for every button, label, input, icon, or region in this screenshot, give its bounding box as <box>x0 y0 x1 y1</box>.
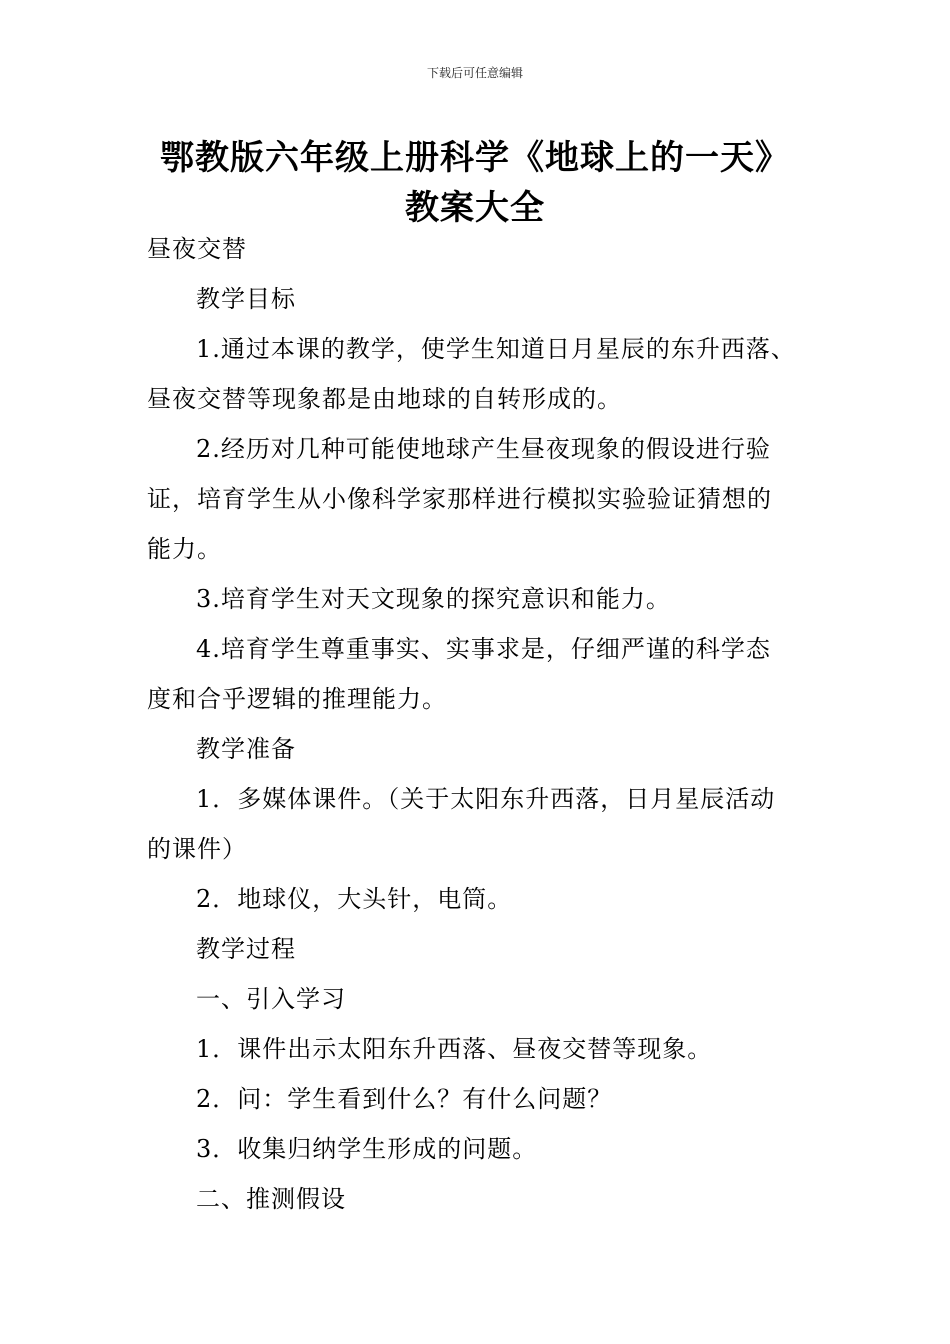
document-title-line1: 鄂教版六年级上册科学《地球上的一天》 <box>160 138 790 178</box>
paragraph-line: 一、引入学习 <box>196 985 346 1013</box>
paragraph-line: 2.经历对几种可能使地球产生昼夜现象的假设进行验 <box>196 435 771 463</box>
section-heading: 昼夜交替 <box>147 235 247 263</box>
paragraph-line: 2．地球仪，大头针，电筒。 <box>196 885 513 913</box>
paragraph-line: 度和合乎逻辑的推理能力。 <box>147 685 447 713</box>
paragraph-line: 的课件） <box>147 835 247 863</box>
page-header-note: 下载后可任意编辑 <box>426 66 523 80</box>
paragraph-line: 4.培育学生尊重事实、实事求是，仔细严谨的科学态 <box>196 635 771 663</box>
paragraph-line: 二、推测假设 <box>196 1185 346 1213</box>
paragraph-line: 昼夜交替等现象都是由地球的自转形成的。 <box>147 385 622 413</box>
subheading: 教学目标 <box>196 285 296 313</box>
subheading: 教学过程 <box>196 935 296 963</box>
paragraph-line: 能力。 <box>147 535 222 563</box>
paragraph-line: 1.通过本课的教学，使学生知道日月星辰的东升西落、 <box>196 335 796 363</box>
paragraph-line: 3.培育学生对天文现象的探究意识和能力。 <box>196 585 671 613</box>
paragraph-line: 1．多媒体课件。（关于太阳东升西落，日月星辰活动 <box>196 785 776 813</box>
paragraph-line: 3．收集归纳学生形成的问题。 <box>196 1135 538 1163</box>
paragraph-line: 证，培育学生从小像科学家那样进行模拟实验验证猜想的 <box>147 485 772 513</box>
paragraph-line: 2．问：学生看到什么？有什么问题？ <box>196 1085 613 1113</box>
document-title-line2: 教案大全 <box>405 188 545 228</box>
paragraph-line: 1．课件出示太阳东升西落、昼夜交替等现象。 <box>196 1035 713 1063</box>
subheading: 教学准备 <box>196 735 296 763</box>
